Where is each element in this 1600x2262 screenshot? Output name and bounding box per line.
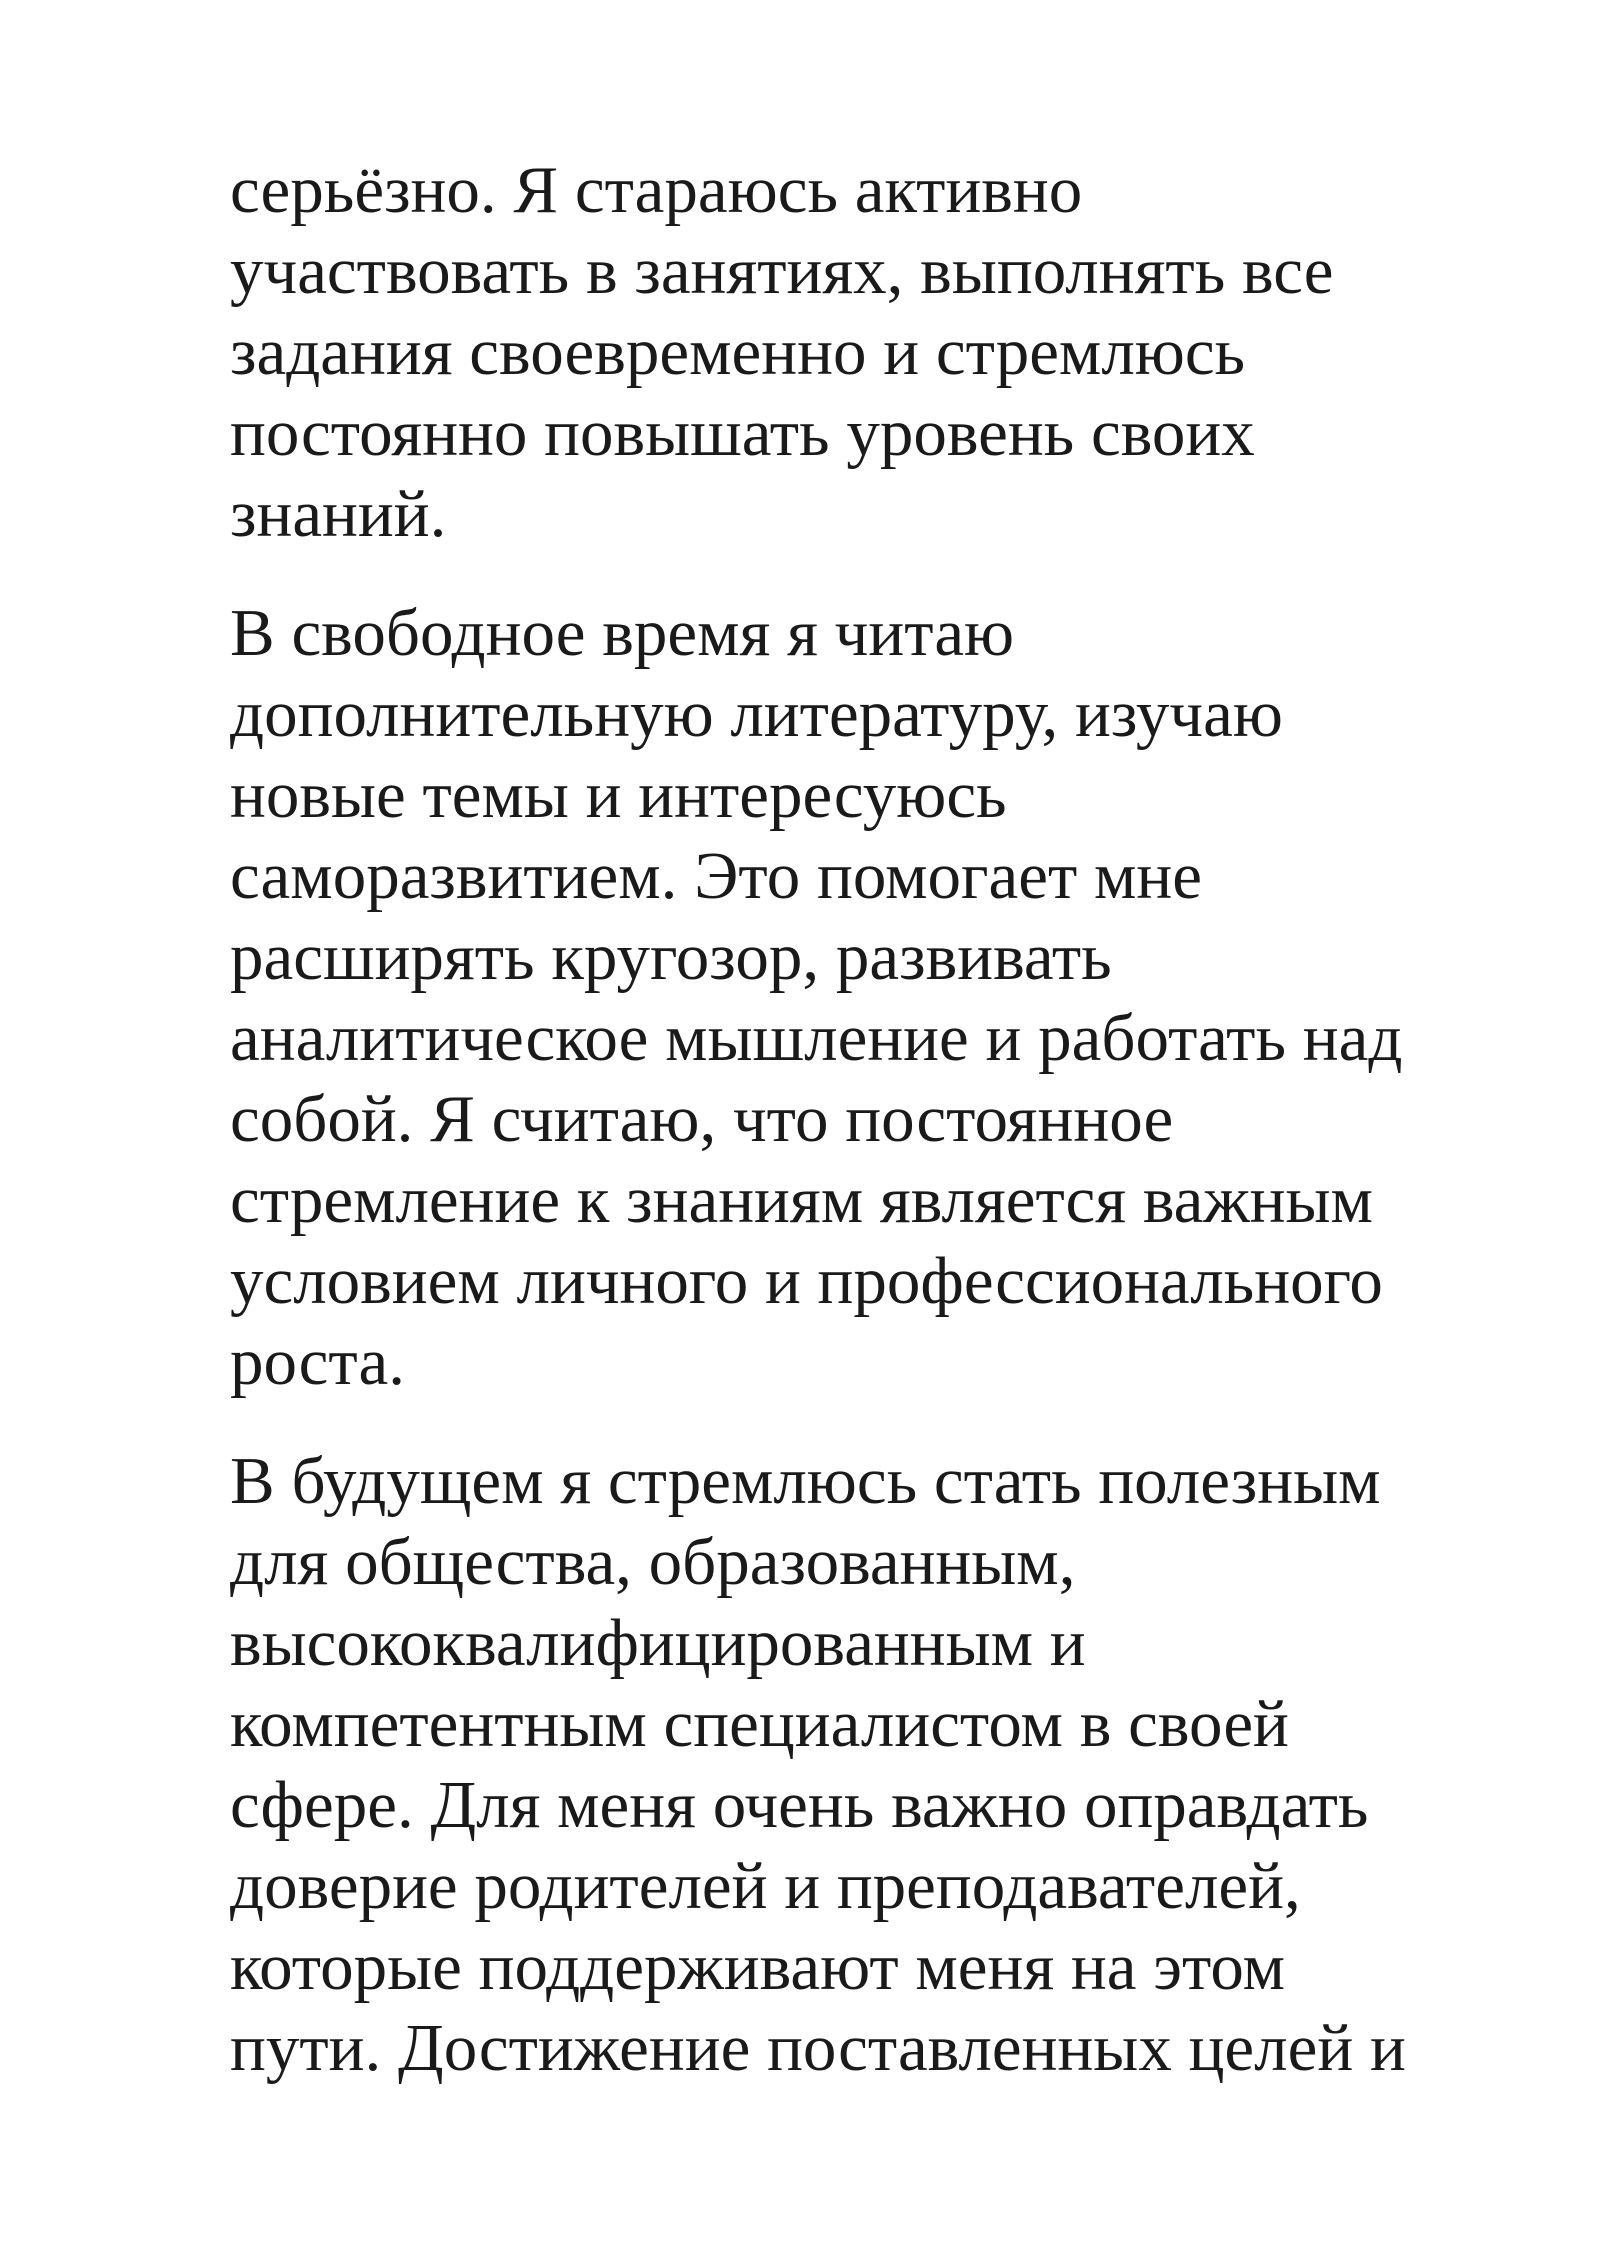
text-line: стремление к знаниям является важным xyxy=(230,1163,1373,1237)
text-line: расширять кругозор, развивать xyxy=(230,920,1112,994)
text-line: роста. xyxy=(230,1325,405,1399)
text-line: компетентным специалистом в своей xyxy=(230,1687,1289,1761)
text-line: новые темы и интересуюсь xyxy=(230,758,1007,832)
text-line: условием личного и профессионального xyxy=(230,1244,1383,1318)
text-line: собой. Я считаю, что постоянное xyxy=(230,1082,1174,1156)
text-line: В будущем я стремлюсь стать полезным xyxy=(230,1444,1381,1518)
text-line: доверие родителей и преподавателей, xyxy=(230,1849,1301,1923)
text-line: высококвалифицированным и xyxy=(230,1606,1086,1680)
text-line: В свободное время я читаю xyxy=(230,596,1015,670)
text-line: которые поддерживают меня на этом xyxy=(230,1930,1286,2004)
text-line: саморазвитием. Это помогает мне xyxy=(230,839,1202,913)
paragraph-1 xyxy=(230,150,1530,555)
text-line: пути. Достижение поставленных целей и xyxy=(230,2011,1406,2085)
paragraph-3 xyxy=(230,1441,1530,2089)
text-line: участвовать в занятиях, выполнять все xyxy=(230,234,1334,308)
text-line: серьёзно. Я стараюсь активно xyxy=(230,153,1083,227)
text-line: постоянно повышать уровень своих xyxy=(230,396,1255,470)
text-line: дополнительную литературу, изучаю xyxy=(230,677,1283,751)
text-line: знаний. xyxy=(230,477,447,551)
text-line: задания своевременно и стремлюсь xyxy=(230,315,1246,389)
text-line: аналитическое мышление и работать над xyxy=(230,1001,1403,1075)
text-line: для общества, образованным, xyxy=(230,1525,1076,1599)
text-line: сфере. Для меня очень важно оправдать xyxy=(230,1768,1369,1842)
document-body xyxy=(230,150,1530,2127)
paragraph-2 xyxy=(230,593,1530,1403)
